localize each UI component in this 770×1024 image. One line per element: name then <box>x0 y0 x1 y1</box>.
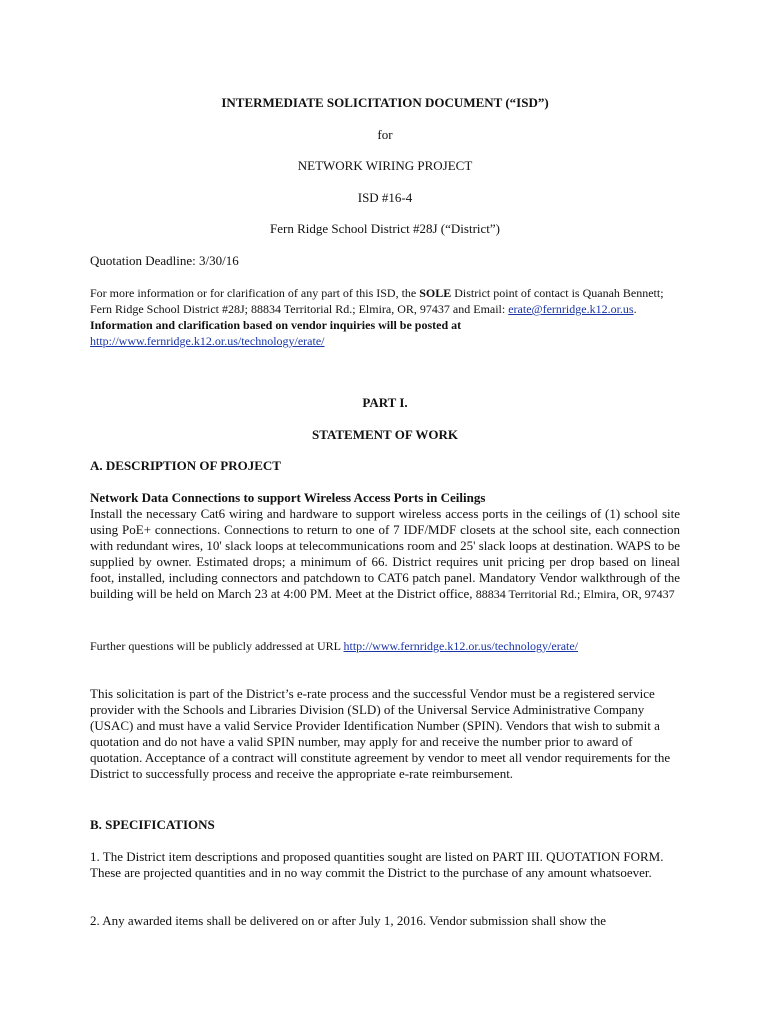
further-text: Further questions will be publicly addressed at URL <box>90 639 344 653</box>
contact-sole: SOLE <box>419 286 452 300</box>
further-url-link[interactable]: http://www.fernridge.k12.or.us/technology/erate/ <box>343 639 579 653</box>
document-title: INTERMEDIATE SOLICITATION DOCUMENT (“ISD”) <box>221 95 549 110</box>
contact-url-link[interactable]: http://www.fernridge.k12.or.us/technology/erate/ <box>90 334 325 348</box>
contact-email-link[interactable]: erate@fernridge.k12.or.us <box>508 302 634 316</box>
section-b-item-2: 2. Any awarded items shall be delivered on or after July 1, 2016. Vendor submission shall show the <box>90 913 607 928</box>
section-a-subheading: Network Data Connections to support Wireless Access Ports in Ceilings <box>90 490 486 505</box>
section-a-body <box>90 506 680 602</box>
erate-paragraph: This solicitation is part of the District’s e-rate process and the successful Vendor must be a registered service provider with the Schools and Libraries Division (SLD) of the Universal Service Administrative Company (USAC) and must have a valid Service Provider Identification Number (SPIN). Vendors that wish to submit a quotation and do not have a valid SPIN number, may apply for and receive the number prior to award of quotation. Acceptance of a contract will constitute agreement by vendor to meet all vendor requirements for the District to successfully process and receive the appropriate e-rate reimbursement. <box>90 686 671 781</box>
section-b-heading: B. SPECIFICATIONS <box>90 817 215 832</box>
part-heading: STATEMENT OF WORK <box>312 427 458 442</box>
section-a-heading: A. DESCRIPTION OF PROJECT <box>90 458 281 473</box>
isd-number: ISD #16-4 <box>357 190 413 205</box>
section-a-address: 88834 Territorial Rd.; Elmira, OR, 97437 <box>475 587 675 601</box>
contact-bold-note: Information and clarification based on vendor inquiries will be posted at <box>90 318 462 332</box>
quotation-deadline: Quotation Deadline: 3/30/16 <box>90 253 239 268</box>
contact-text-2: District point of contact is Quanah Bennett; Fern Ridge School District #28J; 88834 Territorial Rd.; Elmira, OR, 97437 and Email: <box>90 286 664 316</box>
project-name: NETWORK WIRING PROJECT <box>297 158 473 173</box>
district-name: Fern Ridge School District #28J (“District”) <box>270 221 500 236</box>
contact-paragraph <box>90 285 680 349</box>
section-a-body-text: Install the necessary Cat6 wiring and hardware to support wireless access ports in the ceilings of (1) school site using PoE+ connections. Connections to return to one of 7 IDF/MDF closets at the school site, each connection with redundant wires, 10' slack loops at telecommunications room and 25' slack loops at destination. WAPS to be supplied by owner. Estimated drops; a minimum of 66. District requires unit pricing per drop based on lineal foot, installed, including connectors and patchdown to CAT6 patch panel. Mandatory Vendor walkthrough of the building will be held on March 23 at 4:00 PM. Meet at the District office, <box>90 506 680 601</box>
section-b-item-1: 1. The District item descriptions and proposed quantities sought are listed on PART III. QUOTATION FORM. These are projected quantities and in no way commit the District to the purchase of any amount whatsoever. <box>90 849 664 880</box>
further-questions <box>90 638 680 654</box>
contact-text-3: . <box>633 302 637 316</box>
part-label: PART I. <box>362 395 408 410</box>
title-for: for <box>377 127 393 142</box>
contact-text-1: For more information or for clarification of any part of this ISD, the <box>90 286 420 300</box>
